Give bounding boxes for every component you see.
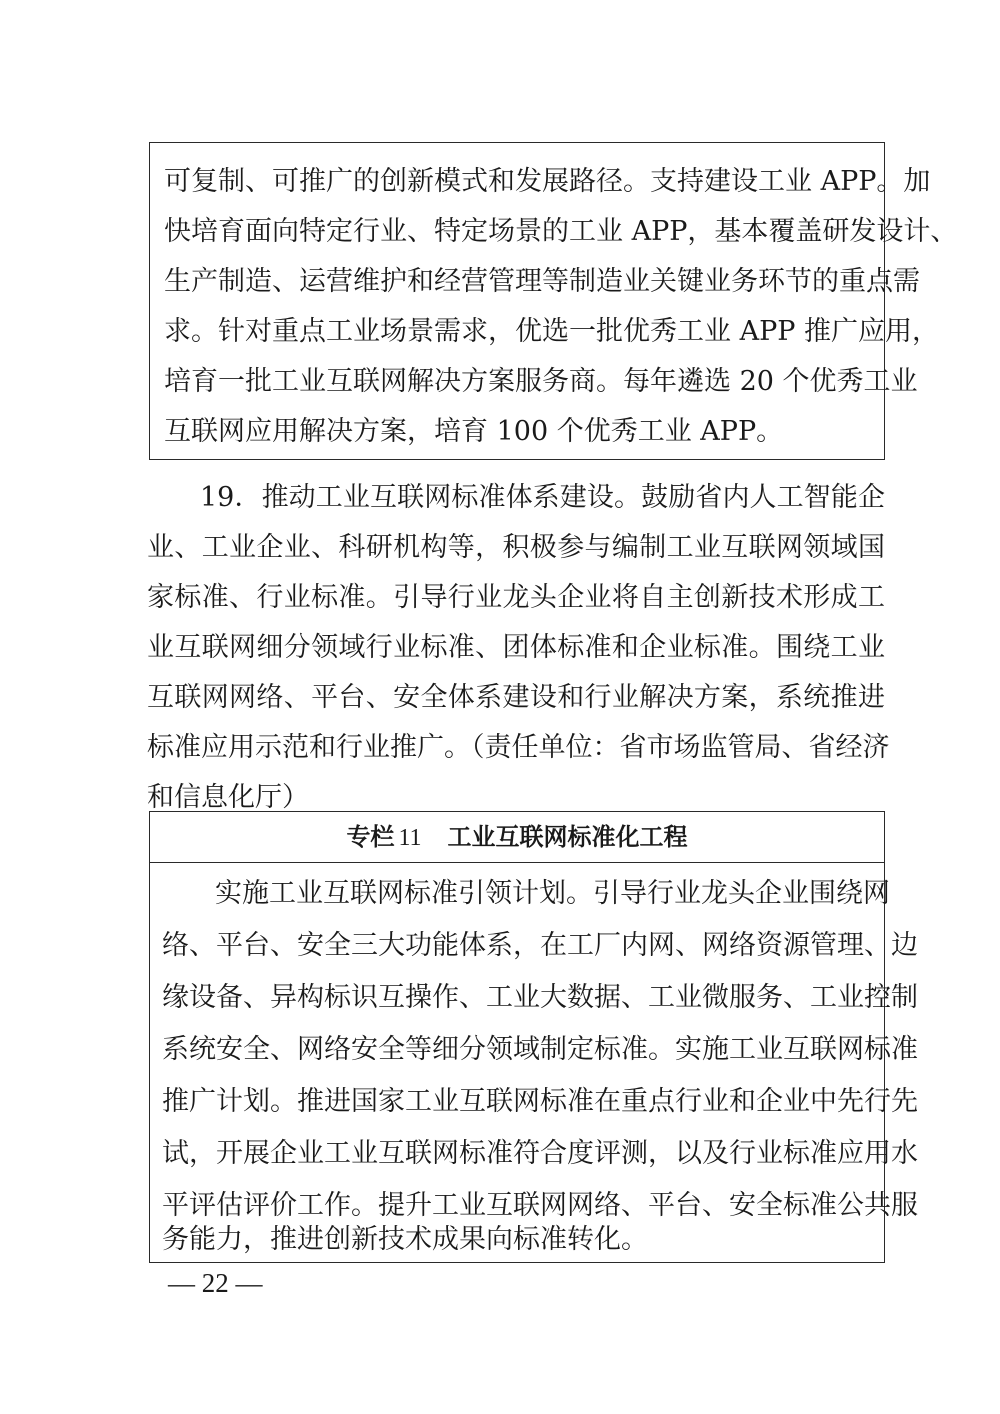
box1-line-1: 可复制、可推广的创新模式和发展路径。支持建设工业 APP。加 <box>164 166 931 197</box>
box1-line-5: 培育一批工业互联网解决方案服务商。每年遴选 20 个优秀工业 <box>164 366 918 397</box>
section19-line-3: 家标准、行业标准。引导行业龙头企业将自主创新技术形成工 <box>147 582 885 613</box>
box2-line-5: 推广计划。推进国家工业互联网标准在重点行业和企业中先行先 <box>162 1086 918 1117</box>
box1-line-3: 生产制造、运营维护和经营管理等制造业关键业务环节的重点需 <box>164 266 920 297</box>
special-column-title-text: 工业互联网标准化工程 <box>447 823 688 851</box>
box2-line-6: 试，开展企业工业互联网标准符合度评测，以及行业标准应用水 <box>162 1138 918 1169</box>
box2-line-8: 务能力，推进创新技术成果向标准转化。 <box>162 1224 648 1255</box>
box1-line-6: 互联网应用解决方案，培育 100 个优秀工业 APP。 <box>164 416 784 447</box>
box2-line-3: 缘设备、异构标识互操作、工业大数据、工业微服务、工业控制 <box>162 982 918 1013</box>
page-number: — 22 — <box>168 1268 263 1298</box>
section19-line-4: 业互联网细分领域行业标准、团体标准和企业标准。围绕工业 <box>147 632 885 663</box>
special-column-title-number: 11 <box>398 825 422 851</box>
box2-line-2: 络、平台、安全三大功能体系，在工厂内网、网络资源管理、边 <box>162 930 918 961</box>
special-column-title <box>150 825 884 850</box>
box2-line-1: 实施工业互联网标准引领计划。引导行业龙头企业围绕网 <box>215 878 890 909</box>
special-column-title-prefix: 专栏 <box>346 823 395 851</box>
section19-line-5: 互联网网络、平台、安全体系建设和行业解决方案，系统推进 <box>147 682 885 713</box>
box2-line-4: 系统安全、网络安全等细分领域制定标准。实施工业互联网标准 <box>162 1034 918 1065</box>
section19-line-6: 标准应用示范和行业推广。（责任单位：省市场监管局、省经济 <box>147 732 890 763</box>
section19-line-1: 19．推动工业互联网标准体系建设。鼓励省内人工智能企 <box>200 482 885 513</box>
box2-line-7: 平评估评价工作。提升工业互联网网络、平台、安全标准公共服 <box>162 1190 918 1221</box>
box1-line-2: 快培育面向特定行业、特定场景的工业 APP，基本覆盖研发设计、 <box>164 216 958 247</box>
box-header-divider <box>150 862 884 863</box>
section19-line-2: 业、工业企业、科研机构等，积极参与编制工业互联网领域国 <box>147 532 885 563</box>
section19-line-7: 和信息化厅） <box>147 782 309 813</box>
box1-line-4: 求。针对重点工业场景需求，优选一批优秀工业 APP 推广应用， <box>164 316 939 347</box>
